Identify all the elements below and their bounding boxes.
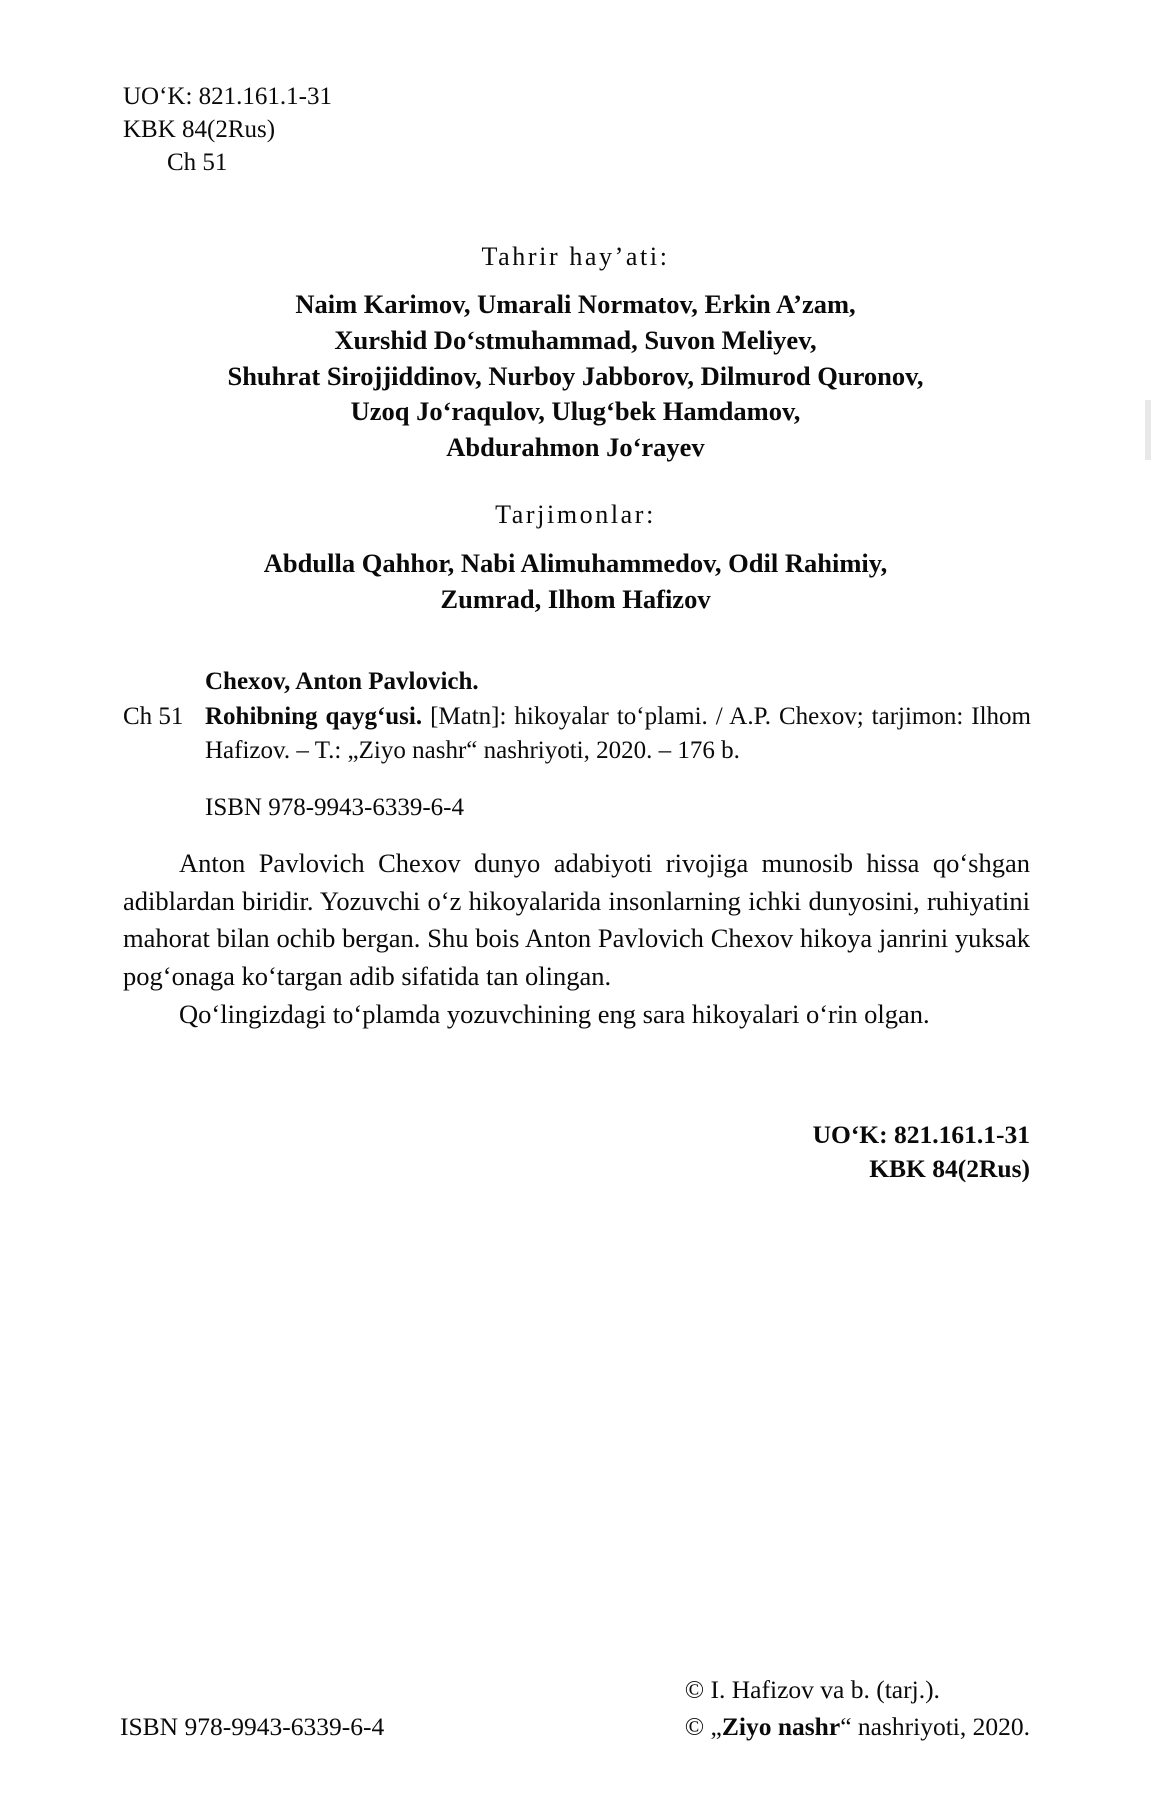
- bbk-code: KBK 84(2Rus): [123, 116, 276, 143]
- editorial-board-line: Uzoq Jo‘raqulov, Ulug‘bek Hamdamov,: [350, 396, 801, 427]
- cip-isbn: ISBN 978-9943-6339-6-4: [205, 793, 465, 821]
- editorial-board-line: Abdurahmon Jo‘rayev: [446, 432, 705, 463]
- udc-code: UO‘K: 821.161.1-31: [123, 83, 333, 110]
- annotation-paragraph: Qo‘lingizdagi to‘plamda yozuvchining eng sara hikoyalari o‘rin olgan.: [179, 998, 930, 1029]
- editorial-board-names: [90, 287, 1061, 466]
- copyright-publisher: [685, 1709, 1030, 1745]
- cip-title: Rohibning qayg‘usi.: [205, 702, 423, 730]
- editorial-board-line: Naim Karimov, Umarali Normatov, Erkin A’zam,: [295, 289, 856, 319]
- editorial-board-line: Xurshid Do‘stmuhammad, Suvon Meliyev,: [334, 324, 817, 355]
- cip-shelf-mark: Ch 51: [123, 702, 184, 730]
- scan-edge-artifact: [1145, 400, 1151, 460]
- copyright-publisher-suffix: “ nashriyoti, 2020.: [840, 1712, 1030, 1742]
- translators-line: Abdulla Qahhor, Nabi Alimuhammedov, Odil Rahimiy,: [263, 548, 888, 578]
- classification-repeat-block: [813, 1118, 1030, 1187]
- copyright-block: [685, 1672, 1030, 1745]
- shelf-mark: Ch 51: [167, 149, 228, 176]
- cip-body: [123, 700, 1031, 769]
- cip-author: Chexov, Anton Pavlovich.: [205, 668, 479, 695]
- translators-heading: Tarjimonlar:: [495, 500, 656, 529]
- copyright-publisher-prefix: © „: [684, 1712, 722, 1742]
- cip-record: [123, 665, 1031, 825]
- annotation-paragraph: Anton Pavlovich Chexov dunyo adabiyoti rivojiga munosib hissa qo‘shgan adiblardan biridir. Yozuvchi o‘z hikoyalarida insonlarning ichki dunyosini, ruhiyatini mahorat bilan ochib bergan. Shu bois Anton Pavlovich Chexov hikoya janrini yuksak pog‘onaga ko‘targan adib sifatida tan olingan.: [123, 848, 1030, 991]
- classification-block: [123, 80, 332, 179]
- translators-names: [90, 546, 1061, 618]
- udc-code-repeat: UO‘K: 821.161.1-31: [812, 1120, 1030, 1149]
- publisher-name: Ziyo nashr: [721, 1712, 841, 1742]
- page-footer: [120, 1672, 1030, 1745]
- cip-description: [Matn]: hikoyalar to‘plami. / A.P. Chexov; tarjimon: Ilhom Hafizov. – T.: „Ziyo nashr“ nashriyoti, 2020. – 176 b.: [205, 702, 1031, 764]
- bbk-code-repeat: KBK 84(2Rus): [869, 1154, 1030, 1184]
- annotation-block: [123, 845, 1030, 1033]
- editorial-board-heading: Tahrir hay’ati:: [481, 242, 670, 271]
- copyright-translator: © I. Hafizov va b. (tarj.).: [684, 1674, 940, 1704]
- editorial-board-line: Shuhrat Sirojjiddinov, Nurboy Jabborov, Dilmurod Quronov,: [227, 360, 924, 391]
- footer-isbn: ISBN 978-9943-6339-6-4: [120, 1712, 385, 1742]
- translators-line: Zumrad, Ilhom Hafizov: [440, 583, 711, 614]
